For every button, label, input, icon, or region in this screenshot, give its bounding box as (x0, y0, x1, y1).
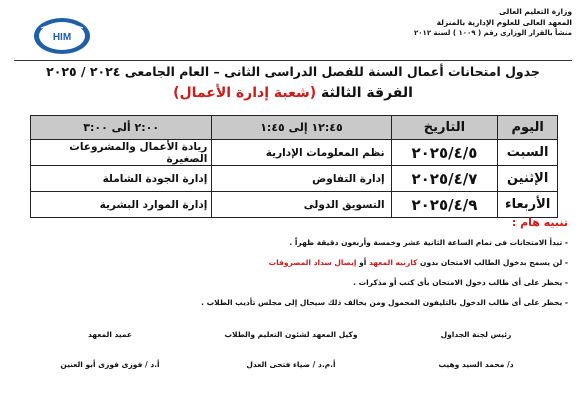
header-slot-2: ٢:٠٠ ألى ٣:٠٠ (31, 116, 211, 139)
row-date: ٢٠٢٥/٤/٩ (391, 192, 498, 217)
branch-label: (شعبة إدارة الأعمال) (173, 85, 317, 101)
header-date: التاريخ (391, 116, 498, 139)
header-day: اليوم (497, 116, 557, 139)
table-row (31, 139, 557, 165)
decree-text: منشأ بالقرار الوزارى رقم ( ١٠٠٩ ) لسنة ٢٠١٢ (414, 29, 572, 37)
row-slot-2: إدارة الموارد البشرية (99, 198, 208, 211)
institute-name: المعهد العالى للعلوم الإدارية بالمنزلة (436, 18, 572, 27)
sig-dean-name: أ.د / فوزى فوزى أبو العنين (60, 360, 160, 369)
row-slot-2: ريادة الأعمال والمشروعات الصغيرة (69, 140, 208, 165)
row-slot-1: إدارة التفاوض (211, 166, 390, 191)
sig-vice-dean-title: وكيل المعهد لشئون التعليم والطلاب (224, 330, 358, 339)
table-header-row (31, 116, 557, 139)
note-start-time: - تبدأ الامتحانات فى تمام الساعة الثانية عشر وخمسة وأربعون دقيقة ظهراً . (289, 238, 568, 247)
row-date: ٢٠٢٥/٤/٧ (391, 166, 498, 191)
row-date: ٢٠٢٥/٤/٥ (391, 140, 498, 165)
table-row (31, 165, 557, 191)
header-slot-1: ١٢:٤٥ إلى ١:٤٥ (211, 116, 390, 139)
ministry-name: وزارة التعليم العالى (498, 7, 572, 16)
sig-dean-title: عميد المعهد (87, 330, 133, 339)
row-slot-2: إدارة الجودة الشاملة (102, 172, 208, 185)
level-title (0, 85, 586, 101)
sig-committee-name: د/ محمد السيد وهيب (438, 360, 514, 369)
exam-table (30, 115, 558, 218)
row-slot-1: التسويق الدولى (211, 192, 390, 217)
logo-text: HIM (52, 32, 72, 43)
note-no-books: - يحظر على أى طالب دخول الامتحان بأى كتب أو مذكرات . (353, 278, 568, 287)
row-day: الأربعاء (497, 192, 557, 217)
sig-committee-title: رئيس لجنة الجداول (440, 330, 512, 339)
row-day: السبت (497, 140, 557, 165)
row-slot-1: نظم المعلومات الإدارية (211, 140, 390, 165)
notes-list (28, 233, 568, 313)
schedule-title: جدول امتحانات أعمال السنة للفصل الدراسى الثانى – العام الجامعى ٢٠٢٤ / ٢٠٢٥ (46, 64, 540, 79)
sig-vice-dean-name: أ.م.د / ضياء فتحى العدل (246, 360, 336, 369)
note-fee-receipt: إيصال سداد المصروفات (268, 258, 357, 267)
level-label: الفرقة الثالثة (321, 85, 413, 101)
note-or: أو (359, 258, 367, 267)
institution-header (352, 6, 572, 39)
institute-logo (32, 16, 92, 56)
row-day: الإثنين (497, 166, 557, 191)
note-id-card: كارنيه المعهد (368, 258, 418, 267)
table-row (31, 191, 557, 217)
header-divider (14, 60, 572, 61)
note-no-phones: - يحظر على أى طالب الدخول بالتليفون المحمول ومن يخالف ذلك سيحال إلى مجلس تأديب الطلاب . (201, 298, 568, 307)
note-entry-requirement (28, 253, 568, 273)
note-entry-text: - لن يسمح بدخول الطالب الامتحان بدون (420, 258, 568, 267)
notes-title: تنبيه هام : (511, 216, 568, 229)
